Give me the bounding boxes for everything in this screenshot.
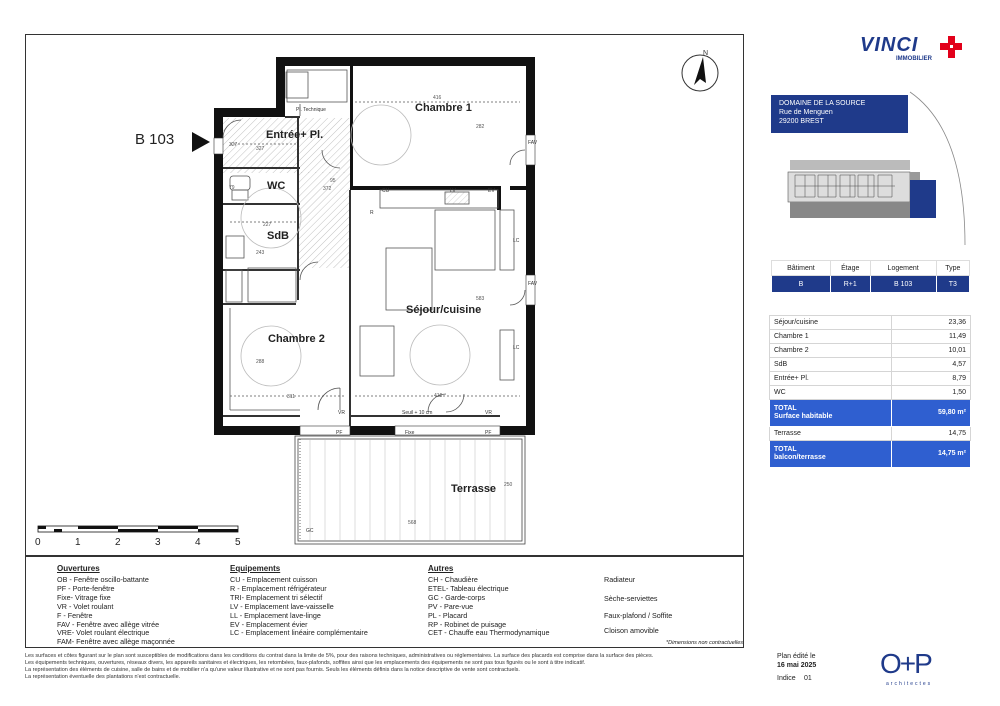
area-value: 23,36 <box>892 316 971 330</box>
area-row <box>770 316 971 330</box>
total-terrasse-value: 14,75 m² <box>892 441 971 468</box>
project-name: DOMAINE DE LA SOURCE <box>779 100 866 107</box>
area-table <box>769 315 971 468</box>
disclaimer-line: La représentation des éléments de cuisine, salle de bains et de mobilier n'a qu'une valeur illustrative et ne sont pas fournis. Seuls les éléments définis dans la notice descriptive de vente sont contractuels. <box>25 667 520 673</box>
terrasse-row <box>770 427 971 441</box>
label-cu: CU <box>382 188 390 194</box>
room-entree: Entrée+ Pl. <box>266 129 324 141</box>
label-lc: LC <box>513 238 520 244</box>
label-fixe: Fixe <box>405 430 415 436</box>
area-value: 8,79 <box>892 372 971 386</box>
area-row <box>770 344 971 358</box>
architect-logo: O+P <box>880 648 931 679</box>
project-street: Rue de Menguen <box>779 109 833 116</box>
area-value: 1,50 <box>892 386 971 400</box>
north-compass <box>682 55 718 91</box>
legend-equipements-title: Equipements <box>230 564 281 573</box>
legend-symbol-faux-plafond: Faux-plafond / Soffite <box>604 611 673 620</box>
label-seuil: Seuil + 10 cm <box>402 410 433 416</box>
scale-tick: 1 <box>75 537 81 548</box>
legend-item: PL - Placard <box>428 610 468 620</box>
disclaimer-line: Les surfaces et côtes figurant sur le plan sont susceptibles de modifications dans les conditions du contrat dans la limite de 5%, pour des raisons techniques, administratives ou réglementaires. La surface des placards est comprise dans la surface des pièces. <box>25 653 654 659</box>
legend-equipements-list <box>230 576 368 638</box>
project-city: 29200 BREST <box>779 118 824 125</box>
area-value: 10,01 <box>892 344 971 358</box>
header-etage: Étage <box>830 261 870 276</box>
site-plan-thumbnail <box>760 90 975 250</box>
total-terrasse-label: TOTAL balcon/terrasse <box>770 441 892 468</box>
edited-date: 16 mai 2025 <box>777 662 817 669</box>
disclaimer-line: Les équipements techniques, ouvertures, réseaux divers, les appareils sanitaires et électriques, les retombées, faux-plafonds, soffites ainsi que les emplacements des équipements ne sont pas tous figurés ou le sont à titre indicatif. <box>25 660 586 666</box>
scale-bar <box>38 526 238 532</box>
legend-ouvertures-title: Ouvertures <box>57 564 100 573</box>
label-gc: GC <box>306 528 314 534</box>
dimension: 327 <box>256 146 265 152</box>
legend-item: VR - Volet roulant <box>57 601 114 611</box>
legend-item: EV - Emplacement évier <box>230 619 308 629</box>
header-type: Type <box>936 261 969 276</box>
legend-item: FAV - Fenêtre avec allège vitrée <box>57 619 160 629</box>
room-wc: WC <box>267 180 286 192</box>
label-fav: FAV <box>528 281 538 287</box>
dimension: 583 <box>476 296 485 302</box>
room-terrasse: Terrasse <box>451 483 497 495</box>
label-vr: VR <box>485 410 492 416</box>
dimension: 416 <box>434 393 443 399</box>
area-room: Chambre 1 <box>770 330 892 344</box>
unit-tag: B 103 <box>135 131 175 148</box>
index-label: Indice <box>777 675 796 682</box>
area-value: 11,49 <box>892 330 971 344</box>
area-room: Chambre 2 <box>770 344 892 358</box>
legend-item: OB - Fenêtre oscillo-battante <box>57 575 149 584</box>
label-lc: LC <box>513 345 520 351</box>
legend-item: PF - Porte-fenêtre <box>57 583 115 593</box>
dimension: 372 <box>323 186 332 192</box>
vinci-logo <box>858 34 970 64</box>
label-pf: PF <box>485 430 492 436</box>
room-sejour: Séjour/cuisine <box>406 304 482 316</box>
room-chambre2: Chambre 2 <box>268 333 325 345</box>
legend-item: ETEL- Tableau électrique <box>428 583 509 593</box>
legend-item: CU - Emplacement cuisson <box>230 575 318 584</box>
legend-autres-list <box>428 576 549 638</box>
terrasse-value: 14,75 <box>892 427 971 441</box>
label-ev: EV <box>488 188 495 194</box>
area-room: Entrée+ Pl. <box>770 372 892 386</box>
label-vr: VR <box>338 410 345 416</box>
legend-item: R - Emplacement réfrigérateur <box>230 583 327 593</box>
total-habitable-value: 59,80 m² <box>892 400 971 427</box>
legend-symbol-cloison: Cloison amovible <box>604 626 659 635</box>
label-fav: FAV <box>528 140 538 146</box>
room-chambre1: Chambre 1 <box>415 102 472 114</box>
value-type: T3 <box>936 276 969 293</box>
terrasse-label: Terrasse <box>770 427 892 441</box>
area-room: Séjour/cuisine <box>770 316 892 330</box>
dimension: 250 <box>504 482 513 488</box>
dimension: 282 <box>476 124 485 130</box>
value-batiment: B <box>772 276 831 293</box>
total-habitable-label: TOTAL Surface habitable <box>770 400 892 427</box>
label-north: N <box>703 50 709 57</box>
value-logement: B 103 <box>870 276 936 293</box>
legend-item: F - Fenêtre <box>57 610 93 620</box>
area-row <box>770 358 971 372</box>
dimensions-note: *Dimensions non contractuelles <box>666 640 744 646</box>
building-table <box>771 260 970 293</box>
architect-logo-sub: architectes <box>886 681 933 687</box>
legend-item: LC - Emplacement linéaire complémentaire <box>230 628 368 638</box>
dimension: 95 <box>330 178 336 184</box>
label-pl-technique: Pl. Technique <box>296 107 326 113</box>
label-pf: PF <box>336 430 343 436</box>
edited-label: Plan édité le <box>777 653 816 660</box>
legend-item: TRI- Emplacement tri sélectif <box>230 592 323 602</box>
vinci-cross-icon <box>938 34 968 60</box>
total-terrasse-row <box>770 441 971 468</box>
scale-tick: 3 <box>155 537 161 548</box>
legend-item: RP - Robinet de puisage <box>428 619 507 629</box>
dimension: 568 <box>408 520 417 526</box>
scale-tick: 5 <box>235 537 241 548</box>
room-sdb: SdB <box>267 230 289 242</box>
legend-item: LL - Emplacement lave-linge <box>230 610 321 620</box>
area-room: WC <box>770 386 892 400</box>
header-batiment: Bâtiment <box>772 261 831 276</box>
dimension: 327 <box>229 142 238 148</box>
legend-item: PV - Pare-vue <box>428 601 474 611</box>
legend-symbol-radiateur: Radiateur <box>604 575 636 584</box>
scale-tick: 0 <box>35 537 41 548</box>
dimension: 243 <box>256 250 265 256</box>
legend-item: FAM- Fenêtre avec allège maçonnée <box>57 637 175 647</box>
value-etage: R+1 <box>830 276 870 293</box>
dimension: 227 <box>263 222 272 228</box>
legend-item: LV - Emplacement lave-vaisselle <box>230 601 334 611</box>
dimension: 311 <box>287 394 295 400</box>
legend-item: CH - Chaudière <box>428 575 478 584</box>
disclaimer-line: La représentation éventuelle des plantations n'est contractuelle. <box>25 674 181 680</box>
dimension: 288 <box>256 359 265 365</box>
area-row <box>770 386 971 400</box>
index-value: 01 <box>804 675 812 682</box>
legend-item: VRE- Volet roulant électrique <box>57 628 150 638</box>
legend-autres-title: Autres <box>428 564 454 573</box>
label-r: R <box>370 210 374 216</box>
label-lv: LV <box>450 188 456 194</box>
legend-ouvertures-list <box>57 576 175 647</box>
legend-item: Fixe- Vitrage fixe <box>57 592 111 602</box>
vinci-logo-sub: IMMOBILIER <box>896 56 932 62</box>
total-habitable-row <box>770 400 971 427</box>
scale-tick: 2 <box>115 537 121 548</box>
dimension: 416 <box>433 95 442 101</box>
dimension: 79 <box>229 185 235 191</box>
area-row <box>770 372 971 386</box>
legend-symbol-seche-serviettes: Sèche-serviettes <box>604 594 658 603</box>
area-room: SdB <box>770 358 892 372</box>
header-logement: Logement <box>870 261 936 276</box>
legend-item: CET - Chauffe eau Thermodynamique <box>428 628 550 638</box>
scale-tick: 4 <box>195 537 201 548</box>
area-value: 4,57 <box>892 358 971 372</box>
area-row <box>770 330 971 344</box>
vinci-logo-text: VINCI <box>860 34 919 56</box>
legend-item: GC - Garde-corps <box>428 592 486 602</box>
